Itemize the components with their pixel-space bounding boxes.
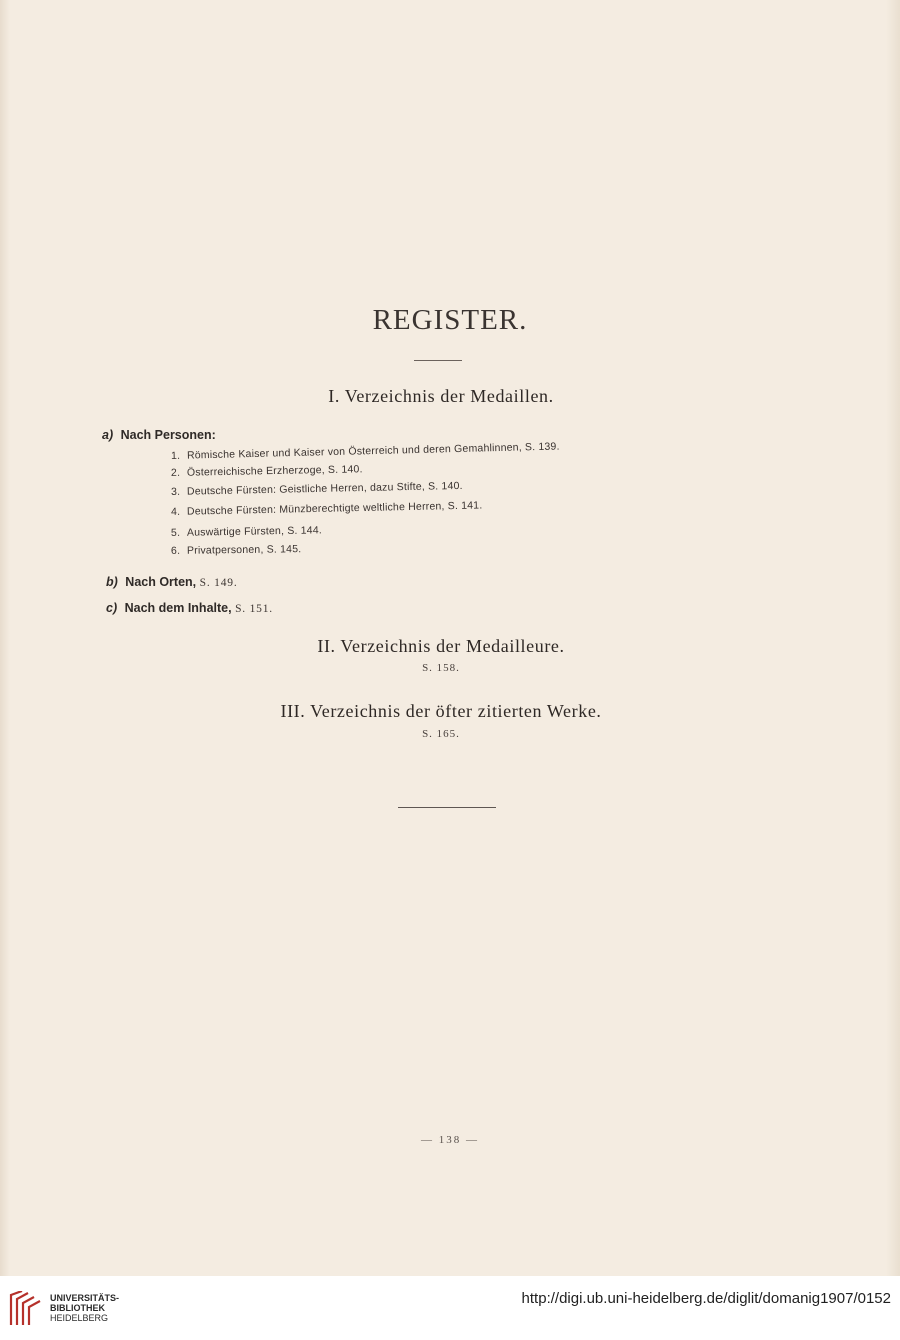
section-b-page: S. 149. [199, 577, 238, 589]
list-item-number: 3. [170, 485, 181, 498]
section-a-heading [102, 428, 216, 442]
list-item-text: Deutsche Fürsten: Geistliche Herren, dazu Stifte, S. 140. [186, 479, 463, 498]
list-item [171, 441, 560, 462]
section-c-heading [106, 601, 273, 615]
list-item-number: 1. [170, 449, 181, 462]
section-c-label: Nach dem Inhalte, [124, 601, 232, 615]
list-item [171, 524, 322, 539]
section-a-letter: a) [102, 428, 114, 442]
list-item-number: 6. [170, 544, 181, 557]
section-a-label: Nach Personen: [120, 428, 216, 442]
section-c-page: S. 151. [235, 603, 273, 615]
library-name [50, 1293, 119, 1323]
list-item [171, 499, 483, 518]
list-item [171, 463, 363, 479]
list-item [171, 543, 301, 557]
part2-heading: II. Verzeichnis der Medailleure. [317, 636, 565, 656]
list-item-text: Österreichische Erzherzoge, S. 140. [186, 463, 363, 479]
title-divider [414, 360, 462, 361]
page-number: — 138 — [421, 1134, 479, 1146]
list-item-text: Deutsche Fürsten: Münzberechtigte weltliche Herren, S. 141. [186, 499, 483, 518]
section-c-letter: c) [106, 601, 118, 615]
library-name-line2: BIBLIOTHEK [50, 1303, 105, 1313]
section-b-label: Nach Orten, [125, 575, 197, 589]
part3-heading: III. Verzeichnis der öfter zitierten Werke. [280, 701, 602, 721]
part1-heading: I. Verzeichnis der Medaillen. [328, 386, 554, 406]
library-name-line1: UNIVERSITÄTS- [50, 1293, 120, 1303]
list-item [171, 480, 463, 498]
library-logo-icon [8, 1291, 42, 1327]
permalink-url[interactable]: http://digi.ub.uni-heidelberg.de/diglit/domanig1907/0152 [521, 1290, 891, 1307]
list-item-text: Römische Kaiser und Kaiser von Österreich und deren Gemahlinnen, S. 139. [186, 440, 560, 462]
part3-page: S. 165. [422, 728, 460, 740]
list-item-number: 4. [170, 505, 181, 518]
library-name-line3: HEIDELBERG [50, 1313, 109, 1323]
list-item-text: Privatpersonen, S. 145. [186, 543, 302, 557]
part2-page: S. 158. [422, 662, 460, 674]
section-b-letter: b) [106, 575, 118, 589]
list-item-number: 2. [170, 466, 181, 479]
footer-bar [0, 1276, 900, 1340]
page-edge-shadow-right [886, 0, 900, 1276]
list-item-number: 5. [170, 526, 181, 539]
page-title: REGISTER. [372, 304, 528, 336]
closing-divider [398, 807, 496, 808]
section-b-heading [106, 575, 238, 589]
list-item-text: Auswärtige Fürsten, S. 144. [186, 524, 323, 539]
